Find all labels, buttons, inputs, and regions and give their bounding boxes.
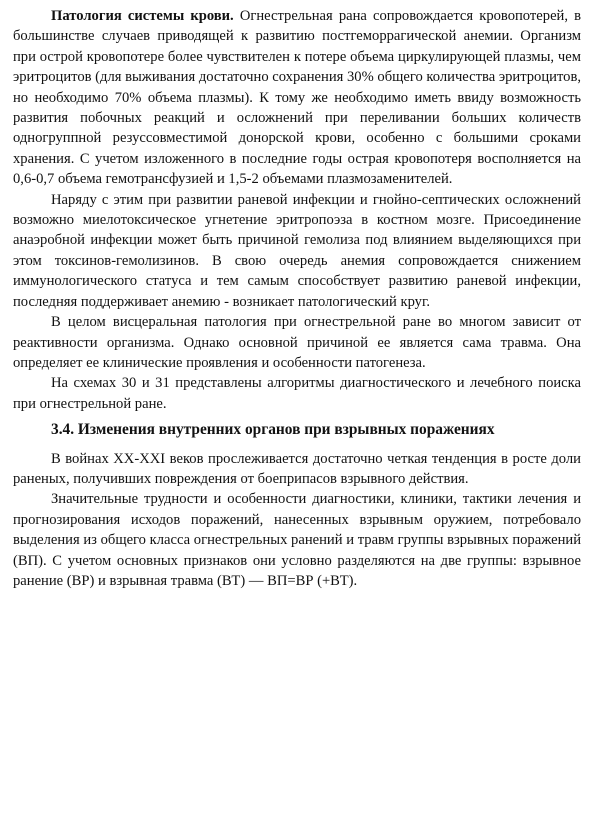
paragraph-blood-pathology: [13, 6, 581, 190]
paragraph-blast-injury-classification: Значительные трудности и особенности диагностики, клиники, тактики лечения и прогнозирования исходов поражений, нанесенных взрывным оружием, потребовало выделения из общего класса огнестрельных ранений и травм группы взрывных поражений (ВП). С учетом основных признаков они условно разделяются на две группы: взрывное ранение (ВР) и взрывная травма (ВТ) — ВП=ВР (+ВТ).: [13, 491, 581, 589]
paragraph-lead-title: Патология системы крови.: [51, 8, 234, 24]
document-page: [13, 6, 581, 591]
paragraph-visceral-pathology: В целом висцеральная патология при огнестрельной ране во многом зависит от реактивности организма. Однако основной причиной ее является сама травма. Она определяет ее клинические проявления и особенности патогенеза.: [13, 314, 581, 371]
paragraph-wars-trend: В войнах XX-XXI веков прослеживается достаточно четкая тенденция в росте доли раненых, получивших повреждения от боеприпасов взрывного действия.: [13, 450, 581, 487]
paragraph-schemes-reference: На схемах 30 и 31 представлены алгоритмы диагностического и лечебного поиска при огнестрельной ране.: [13, 375, 581, 412]
section-heading-3-4: 3.4. Изменения внутренних органов при взрывных поражениях: [51, 421, 495, 439]
paragraph-body-text: Огнестрельная рана сопровождается кровопотерей, в большинстве случаев приводящей к развитию постгеморрагической анемии. Организм при острой кровопотере более чувствителен к потере объема циркулирующей плазмы, чем эритроцитов (для выживания достаточно сохранения 30% общего количества эритроцитов, но необходимо 70% объема плазмы). К тому же необходимо иметь ввиду возможность развития побочных реакций и осложнений при переливании больших количеств одногруппной резуссовместимой донорской крови, особенно с большими сроками хранения. С учетом изложенного в последние годы острая кровопотеря восполняется на 0,6-0,7 объема гемотрансфузией и 1,5-2 объемами плазмозаменителей.: [13, 8, 581, 188]
paragraph-wound-infection: Наряду с этим при развитии раневой инфекции и гнойно-септических осложнений возможно миелотоксическое угнетение эритропоэза в костном мозге. Присоединение анаэробной инфекции может быть причиной гемолиза под влиянием выделяющихся при этом токсинов-гемолизинов. В свою очередь анемия сопровождается снижением иммунологического статуса и тем самым способствует развитию раневой инфекции, последняя поддерживает анемию - возникает патологический круг.: [13, 191, 581, 310]
